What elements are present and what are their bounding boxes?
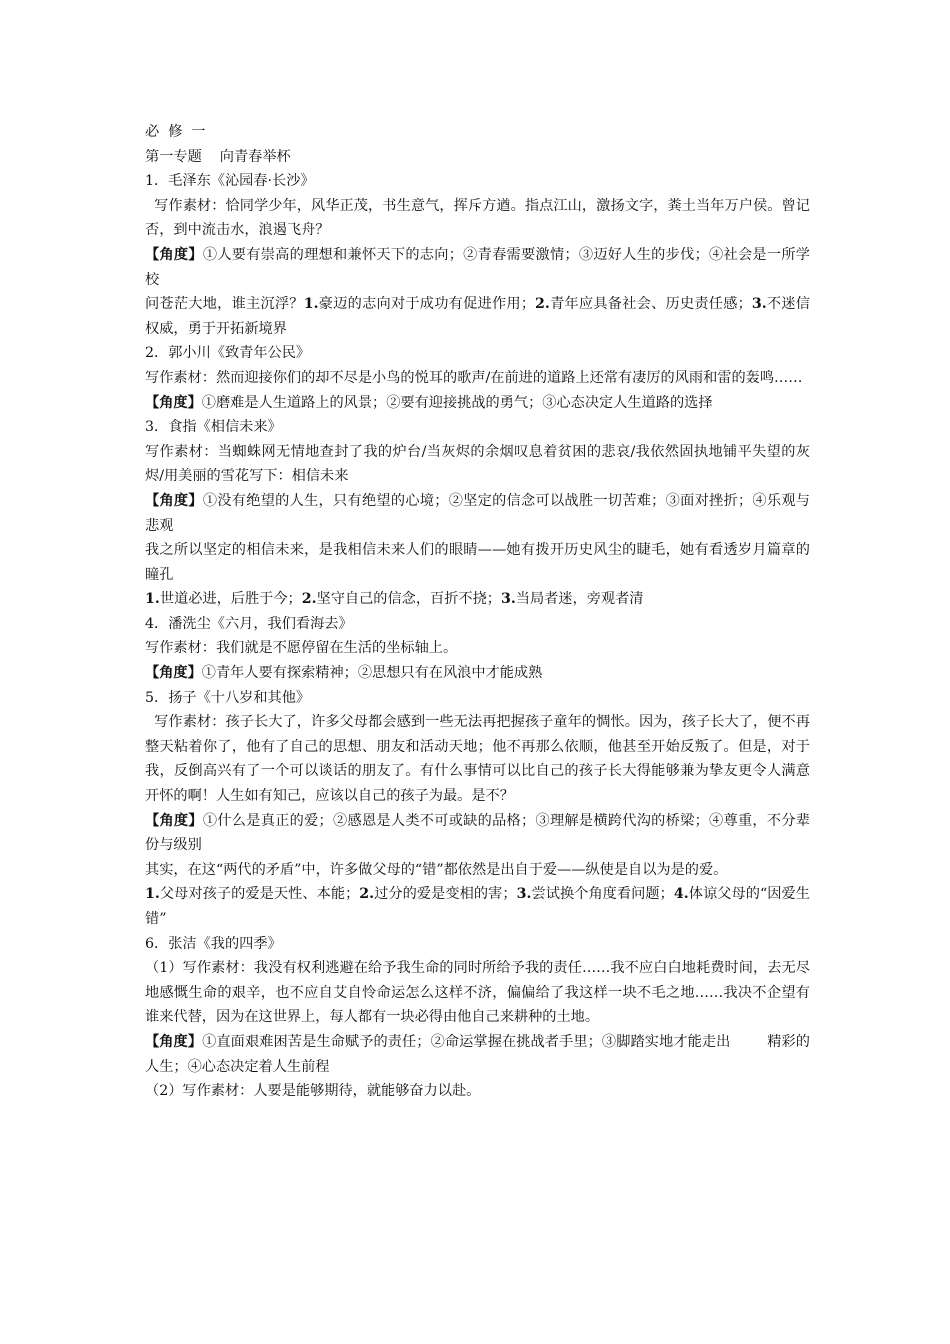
- item-angle-5: 【角度】①什么是真正的爱；②感恩是人类不可或缺的品格；③理解是横跨代沟的桥梁；④尊重，不分辈份与级别: [145, 812, 810, 854]
- item-title-6: 6．张洁《我的四季》: [145, 935, 282, 952]
- document-page: [145, 120, 810, 1104]
- item-material-1: 写作素材：恰同学少年，风华正茂，书生意气，挥斥方遒。指点江山，激扬文字，粪土当年万户侯。曾记否，到中流击水，浪遏飞舟？: [145, 197, 810, 239]
- item-quote-3: 我之所以坚定的相信未来，是我相信未来人们的眼睛——她有拨开历史风尘的睫毛，她有看透岁月篇章的瞳孔: [145, 542, 810, 583]
- item-title-2: 2．郭小川《致青年公民》: [145, 345, 311, 362]
- item-title-5: 5．扬子《十八岁和其他》: [145, 689, 311, 706]
- item-angle-3: 【角度】①没有绝望的人生，只有绝望的心境；②坚定的信念可以战胜一切苦难；③面对挫折；④乐观与悲观: [145, 492, 810, 534]
- item-angle-2: 【角度】①磨难是人生道路上的风景；②要有迎接挑战的勇气；③心态决定人生道路的选择: [145, 394, 713, 411]
- item-analysis-3: 1.世道必进，后胜于今；2.坚守自己的信念，百折不挠；3.当局者迷，旁观者清: [145, 591, 644, 608]
- item-analysis-5: 1.父母对孩子的爱是天性、本能；2.过分的爱是变相的害；3.尝试换个角度看问题；4.体谅父母的“因爱生错”: [145, 886, 810, 927]
- heading-compulsory: 必 修 一: [145, 124, 206, 140]
- item-angle-4: 【角度】①青年人要有探索精神；②思想只有在风浪中才能成熟: [145, 665, 543, 682]
- item-title-1: 1．毛泽东《沁园春·长沙》: [145, 173, 315, 190]
- item-analysis-1: 问苍茫大地，谁主沉浮？1.豪迈的志向对于成功有促进作用；2.青年应具备社会、历史责任感；3.不迷信权威，勇于开拓新境界: [145, 296, 810, 337]
- item-material-6-2: （2）写作素材：人要是能够期待，就能够奋力以赴。: [145, 1083, 481, 1100]
- item-material-6-1: （1）写作素材：我没有权利逃避在给予我生命的同时所给予我的责任……我不应白白地耗费时间，去无尽地感慨生命的艰辛，也不应自艾自怜命运怎么这样不济，偏偏给了我这样一块不毛之地……我决不企望有谁来代替，因为在这世界上，每人都有一块必得由他自己来耕种的土地。: [145, 960, 810, 1026]
- heading-topic: 第一专题 向青春举杯: [145, 148, 291, 165]
- item-material-5: 写作素材：孩子长大了，许多父母都会感到一些无法再把握孩子童年的惆怅。因为，孩子长大了，便不再整天粘着你了，他有了自己的思想、朋友和活动天地；他不再那么依顺，他甚至开始反叛了。但是，对于我，反倒高兴有了一个可以谈话的朋友了。有什么事情可以比自己的孩子长大得能够兼为挚友更令人满意开怀的啊！人生如有知己，应该以自己的孩子为最。是不？: [145, 714, 810, 805]
- item-title-4: 4．潘洗尘《六月，我们看海去》: [145, 615, 353, 632]
- item-title-3: 3．食指《相信未来》: [145, 419, 282, 436]
- item-angle-1: 【角度】①人要有崇高的理想和兼怀天下的志向；②青春需要激情；③迈好人生的步伐；④社会是一所学校: [145, 246, 810, 288]
- item-material-3: 写作素材：当蜘蛛网无情地查封了我的炉台/当灰烬的余烟叹息着贫困的悲哀/我依然固执地铺平失望的灰烬/用美丽的雪花写下：相信未来: [145, 443, 810, 485]
- item-quote-5: 其实，在这“两代的矛盾”中，许多做父母的“错”都依然是出自于爱——纵使是自以为是的爱。: [145, 861, 728, 878]
- item-material-2: 写作素材：然而迎接你们的却不尽是小鸟的悦耳的歌声/在前进的道路上还常有凄厉的风雨和雷的轰鸣……: [145, 369, 803, 386]
- item-material-4: 写作素材：我们就是不愿停留在生活的坐标轴上。: [145, 640, 458, 657]
- item-angle-6: 【角度】①直面艰难困苦是生命赋予的责任；②命运掌握在挑战者手里；③脚踏实地才能走出 精彩的人生；④心态决定着人生前程: [145, 1033, 810, 1075]
